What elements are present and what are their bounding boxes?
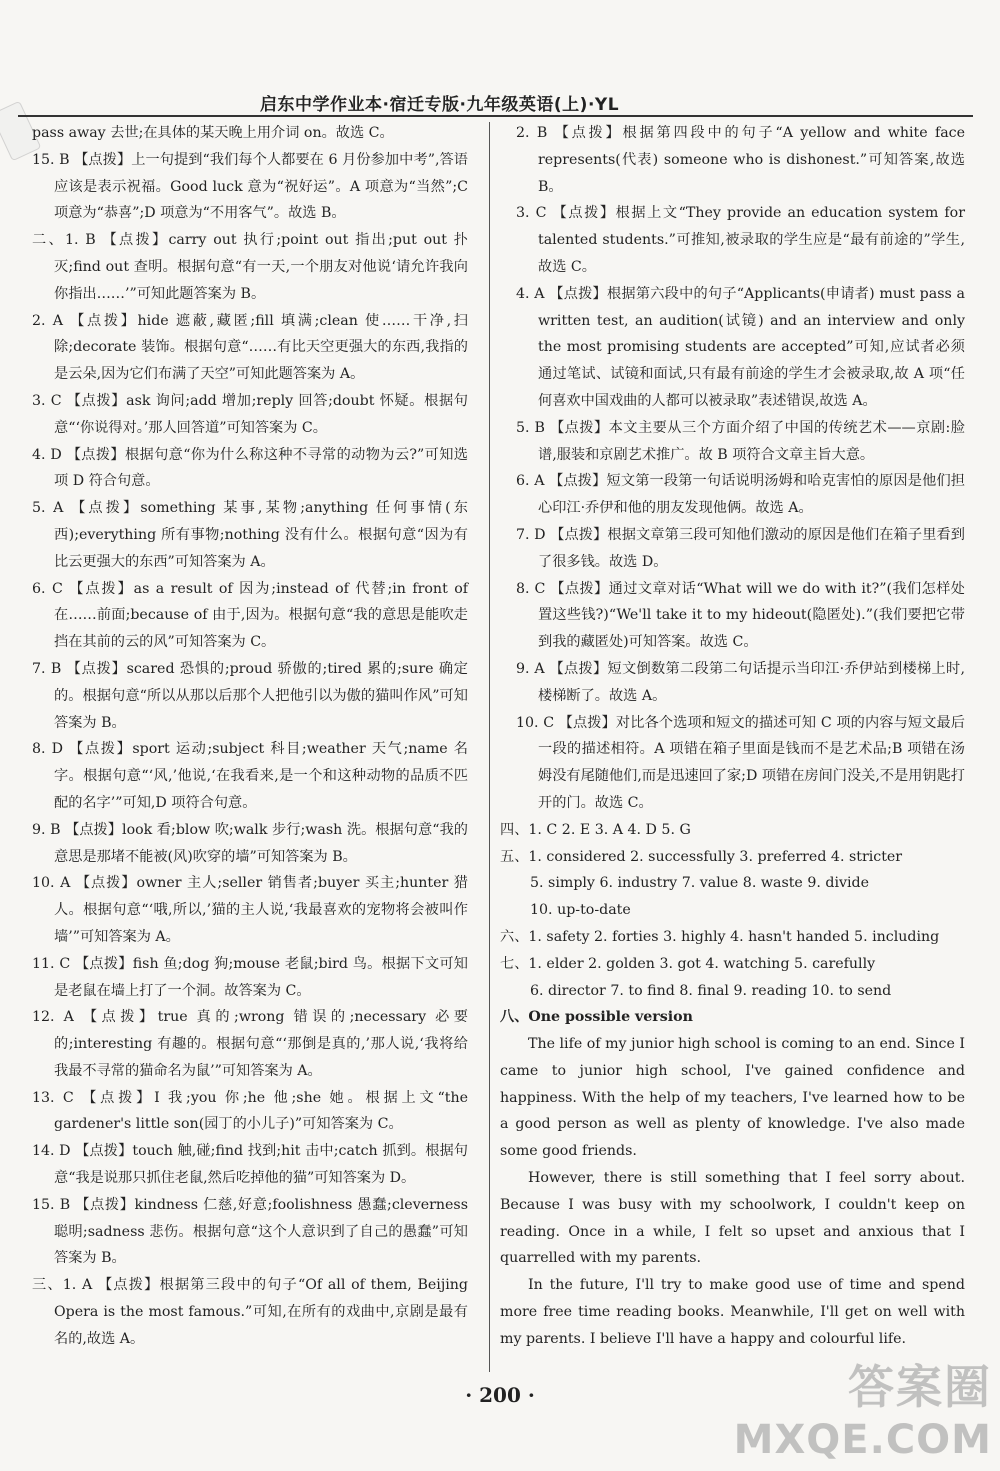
column-divider (489, 122, 490, 1372)
left-column (16, 120, 468, 1353)
answer-item: 9. A 【点拨】短文倒数第二段第二句话提示当印江·乔伊站到楼梯上时,楼梯断了。故选 A。 (516, 660, 965, 704)
answer-item: 7. B 【点拨】scared 恐惧的;proud 骄傲的;tired 累的;sure 确定的。根据句意“所以从那以后那个人把他引以为傲的猫叫作风”可知答案为 B。 (32, 660, 468, 731)
right-column (500, 120, 965, 1353)
answer-item: 六、1. safety 2. forties 3. highly 4. hasn't handed 5. including (500, 928, 940, 945)
answer-item: 3. C 【点拨】根据上文“They provide an education system for talented students.”可推知,被录取的学生应是“最有前途的”学生,故选 C。 (516, 205, 965, 275)
answer-item: 10. A 【点拨】owner 主人;seller 销售者;buyer 买主;hunter 猎人。根据句意“‘哦,所以,’猫的主人说,‘我最喜欢的宠物将会被叫作墙’”可知答案为 A。 (32, 875, 468, 945)
watermark-logo (734, 1351, 992, 1463)
answer-item: 6. director 7. to find 8. final 9. reading 10. to send (530, 982, 892, 999)
page-header: 启东中学作业本·宿迁专版·九年级英语(上)·YL (260, 95, 620, 115)
page-number: · 200 · (465, 1383, 535, 1407)
answer-item: However, there is still something that I feel sorry about. Because I was busy with my schoolwork, I couldn't keep on reading. Once in a while, I felt so upset and anxious that I quarrelled with my parents. (500, 1170, 965, 1267)
answer-item: 7. D 【点拨】根据文章第三段可知他们激动的原因是他们在箱子里看到了很多钱。故选 D。 (516, 526, 965, 570)
answer-item: 9. B 【点拨】look 看;blow 吹;walk 步行;wash 洗。根据句意“我的意思是那堵不能被(风)吹穿的墙”可知答案为 B。 (32, 821, 468, 865)
answer-item: 二、1. B 【点拨】carry out 执行;point out 指出;put out 扑灭;find out 查明。根据句意“有一天,一个朋友对他说‘请允许我向你指出……’”可知此题答案为 B。 (32, 232, 468, 302)
answer-item: 13. C 【点拨】I 我;you 你;he 他;she 她。根据上文“the gardener's little son(园丁的小儿子)”可知答案为 C。 (32, 1089, 468, 1133)
watermark-bottom: MXQE.COM (733, 1417, 992, 1463)
answer-item: 10. up-to-date (530, 902, 631, 919)
answer-item: 14. D 【点拨】touch 触,碰;find 找到;hit 击中;catch 抓到。根据句意“我是说那只抓住老鼠,然后吃掉他的猫”可知答案为 D。 (32, 1143, 468, 1187)
answer-item: 4. D 【点拨】根据句意“你为什么称这种不寻常的动物为云?”可知选项 D 符合句意。 (32, 446, 468, 490)
answer-item: 四、1. C 2. E 3. A 4. D 5. G (500, 821, 691, 838)
answer-item: 5. A 【点拨】something 某事,某物;anything 任何事情(东西);everything 所有事物;nothing 没有什么。根据句意“因为有比云更强大的东西”可知答案为 A。 (32, 500, 468, 570)
answer-item: 八、One possible version (500, 1009, 693, 1026)
answer-item: 五、1. considered 2. successfully 3. preferred 4. stricter (500, 848, 903, 865)
answer-item: 10. C 【点拨】对比各个选项和短文的描述可知 C 项的内容与短文最后一段的描述相符。A 项错在箱子里面是钱而不是艺术品;B 项错在汤姆没有尾随他们,而是迅速回了家;D 项错在房间门没关,不是用钥匙打开的门。故选 C。 (516, 714, 965, 811)
answer-item: The life of my junior high school is coming to an end. Since I came to junior high school, I've gained confidence and happiness. With the help of my teachers, I've learned how to be a good person as well as plenty of knowledge. I've also made some good friends. (500, 1036, 965, 1160)
answer-item: 8. C 【点拨】通过文章对话“What will we do with it?”(我们怎样处置这些钱?)“We'll take it to my hideout(隐匿处).”(我们要把它带到我的藏匿处)可知答案。故选 C。 (516, 580, 965, 651)
answer-item: 15. B 【点拨】kindness 仁慈,好意;foolishness 愚蠢;cleverness 聪明;sadness 悲伤。根据句意“这个人意识到了自己的愚蠢”可知答案为 B。 (32, 1196, 468, 1267)
answer-item: 11. C 【点拨】fish 鱼;dog 狗;mouse 老鼠;bird 鸟。根据下文可知是老鼠在墙上打了一个洞。故答案为 C。 (32, 955, 468, 999)
answer-item: 七、1. elder 2. golden 3. got 4. watching 5. carefully (500, 955, 876, 972)
answer-item: 5. simply 6. industry 7. value 8. waste 9. divide (530, 875, 870, 892)
answer-item: 6. C 【点拨】as a result of 因为;instead of 代替;in front of 在……前面;because of 由于,因为。根据句意“我的意思是能吹走挡在其前的云的风”可知答案为 C。 (32, 580, 468, 651)
answer-item: 8. D 【点拨】sport 运动;subject 科目;weather 天气;name 名字。根据句意“‘风,’他说,‘在我看来,是一个和这种动物的品质不匹配的名字’”可知,D 项符合句意。 (32, 741, 468, 811)
header-rule (18, 115, 973, 117)
answer-item: 2. B 【点拨】根据第四段中的句子“A yellow and white face represents(代表) someone who is dishonest.”可知答案,故选 B。 (516, 125, 965, 195)
answer-item: pass away 去世;在具体的某天晚上用介词 on。故选 C。 (32, 125, 394, 141)
answer-item: 15. B 【点拨】上一句提到“我们每个人都要在 6 月份参加中考”,答语应该是表示祝福。Good luck 意为“祝好运”。A 项意为“当然”;C 项意为“恭喜”;D 项意为“不用客气”。故选 B。 (32, 151, 468, 222)
watermark-top: 答案圈 (848, 1360, 992, 1414)
answer-item: 4. A 【点拨】根据第六段中的句子“Applicants(申请者) must pass a written test, an audition(试镜) and an interview and only the most promising students are accepted”可知,应试者必须通过笔试、试镜和面试,只有最有前途的学生才会被录取,故 A 项“任何喜欢中国戏曲的人都可以被录取”表述错误,故选 A。 (516, 285, 965, 409)
answer-item: 三、1. A 【点拨】根据第三段中的句子“Of all of them, Beijing Opera is the most famous.”可知,在所有的戏曲中,京剧是最有名的,故选 A。 (32, 1277, 468, 1347)
answer-item: In the future, I'll try to make good use of time and spend more free time reading books. Meanwhile, I'll get on well with my parents. I believe I'll have a happy and colourful life. (500, 1277, 965, 1347)
answer-item: 3. C 【点拨】ask 询问;add 增加;reply 回答;doubt 怀疑。根据句意“‘你说得对。’那人回答道”可知答案为 C。 (32, 392, 468, 436)
answer-item: 12. A 【点拨】true 真的;wrong 错误的;necessary 必要的;interesting 有趣的。根据句意“‘那倒是真的,’那人说,‘我将给我最不寻常的猫命名为鼠’”可知答案为 A。 (32, 1009, 468, 1079)
answer-item: 2. A 【点拨】hide 遮蔽,藏匿;fill 填满;clean 使……干净,扫除;decorate 装饰。根据句意“……有比天空更强大的东西,我指的是云朵,因为它们布满了天空”可知此题答案为 A。 (32, 312, 468, 383)
answer-item: 6. A 【点拨】短文第一段第一句话说明汤姆和哈克害怕的原因是他们担心印江·乔伊和他的朋友发现他俩。故选 A。 (516, 473, 965, 517)
answer-item: 5. B 【点拨】本文主要从三个方面介绍了中国的传统艺术——京剧:脸谱,服装和京剧艺术推广。故 B 项符合文章主旨大意。 (516, 419, 965, 463)
